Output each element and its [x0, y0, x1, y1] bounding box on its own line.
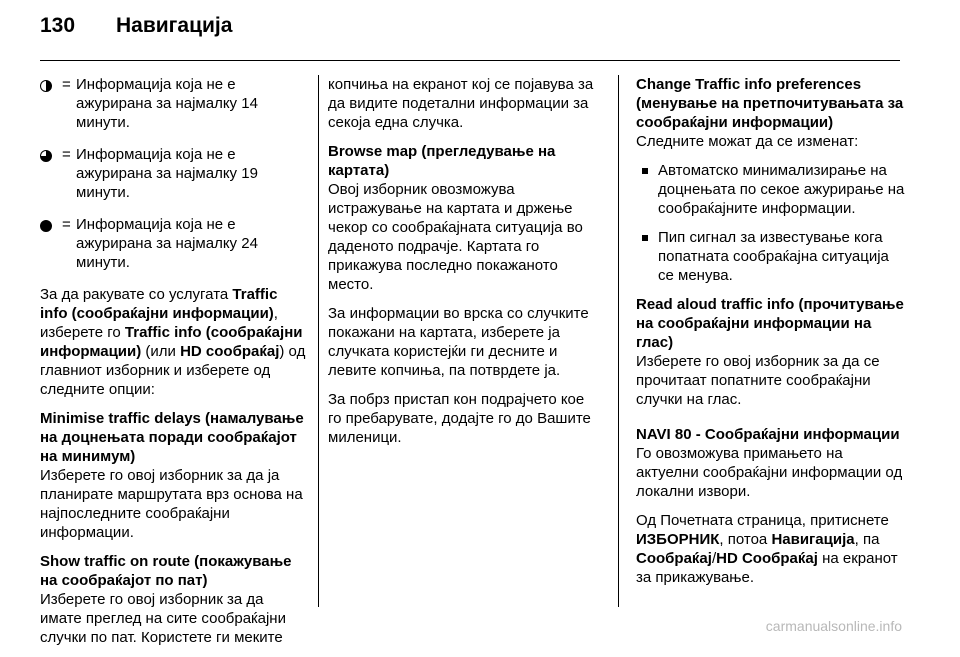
navi80-heading: NAVI 80 - Сообраќајни информации: [636, 426, 900, 443]
navi80-body: Го овозможува примањето на актуелни сообраќајни информации од локални извори.: [636, 445, 903, 500]
minimise-heading: Minimise traffic delays (намалување на доцнењата поради сообраќајот на минимум): [40, 410, 304, 465]
continued-paragraph: копчиња на екранот кој се појавува за да видите подетални информации за секоја една случка.: [328, 76, 594, 131]
show-traffic-body: Изберете го овој изборник за да имате преглед на сите сообраќајни случки по пат. Користете ги меките: [40, 591, 286, 646]
preferences-list: [636, 161, 906, 285]
show-traffic-section: [40, 552, 308, 647]
symbol-text: Информација која не е ажурирана за најмалку 14 минути.: [76, 76, 258, 131]
page-header: [40, 14, 233, 38]
read-aloud-heading: Read aloud traffic info (прочитување на сообраќајни информации на глас): [636, 296, 904, 351]
symbol-text: Информација која не е ажурирана за најмалку 24 минути.: [76, 216, 258, 271]
column-divider-1: [318, 75, 319, 607]
list-item: Пип сигнал за известување кога попатната сообраќајна ситуација се менува.: [636, 228, 906, 285]
page-number: 130: [40, 14, 76, 37]
column-divider-2: [618, 75, 619, 607]
column-3: [636, 75, 906, 597]
symbol-row-24: [40, 215, 308, 272]
map-info-paragraph: За информации во врска со случките покажани на картата, изберете ја случката користејќи ги десните и левите копчиња, па потврдете ја.: [328, 305, 589, 379]
equals-sign: =: [62, 76, 71, 93]
read-aloud-body: Изберете го овој изборник за да се прочитаат попатните сообраќајни случки на глас.: [636, 353, 880, 408]
page-title: Навигација: [116, 14, 233, 37]
full-circle-icon: [40, 220, 52, 232]
equals-sign: =: [62, 146, 71, 163]
home-instructions: Од Почетната страница, притиснете ИЗБОРНИК, потоа Навигација, па Сообраќај/HD Сообраќај на екранот за прикажување.: [636, 512, 898, 586]
list-item: Автоматско минимализирање на доцнењата по секое ажурирање на сообраќајните информации.: [636, 161, 906, 218]
square-bullet-icon: [642, 235, 648, 241]
equals-sign: =: [62, 216, 71, 233]
show-traffic-heading: Show traffic on route (покажување на сообраќајот по пат): [40, 553, 292, 589]
change-preferences-body: Следните можат да се изменат:: [636, 133, 859, 150]
minimise-section: [40, 409, 308, 542]
watermark: carmanualsonline.info: [765, 618, 902, 634]
symbol-row-14: [40, 75, 308, 132]
read-aloud-section: [636, 295, 906, 409]
column-1: [40, 75, 308, 657]
change-preferences-heading: Change Traffic info preferences (менување на претпочитувањата за сообраќајни информации): [636, 76, 904, 131]
favourites-paragraph: За побрз пристап кон подрајчето кое го пребарувате, додајте го до Вашите миленици.: [328, 391, 591, 446]
square-bullet-icon: [642, 168, 648, 174]
symbol-text: Информација која не е ажурирана за најмалку 19 минути.: [76, 146, 258, 201]
intro-paragraph: За да ракувате со услугата Traffic info (сообраќајни информации), изберете го Traffic info (сообраќајни информации) (или HD сообраќај) од главниот изборник и изберете од следните опции:: [40, 286, 306, 398]
browse-map-heading: Browse map (прегледување на картата): [328, 143, 556, 179]
column-2: [328, 75, 600, 457]
navi80-section: [636, 425, 906, 501]
change-preferences-section: [636, 75, 906, 151]
symbol-row-19: [40, 145, 308, 202]
browse-map-body: Овој изборник овозможува истражување на картата и држење чекор со сообраќајната ситуација во даденото подрачје. Картата го прикажува последно покажаното место.: [328, 181, 583, 293]
minimise-body: Изберете го овој изборник за да ја планирате маршрутата врз основа на најпоследните сообраќајни информации.: [40, 467, 303, 541]
header-rule: [40, 60, 900, 61]
browse-map-section: [328, 142, 600, 294]
half-circle-icon: [40, 80, 52, 92]
three-quarter-circle-icon: [40, 150, 52, 162]
